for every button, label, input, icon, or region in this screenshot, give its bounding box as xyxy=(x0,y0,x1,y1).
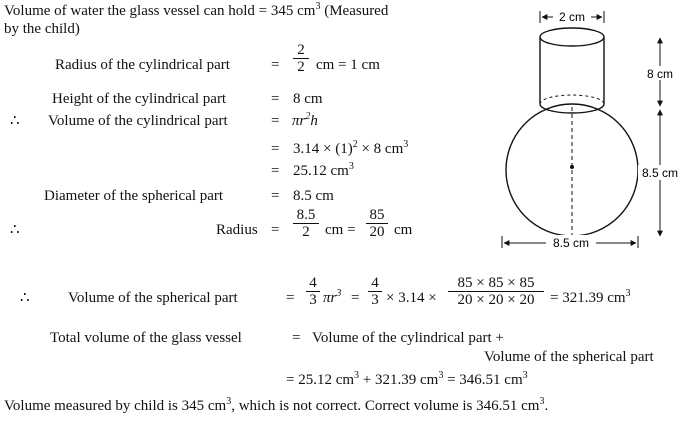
fraction-big xyxy=(448,275,544,308)
conclusion-a: Volume measured by child is 345 cm xyxy=(4,398,227,414)
sph-radius-unit: cm xyxy=(394,222,413,238)
numerator: 85 xyxy=(366,207,388,224)
therefore-symbol: ∴ xyxy=(20,290,30,306)
superscript: 3 xyxy=(522,370,528,381)
cyl-volume-step2 xyxy=(293,162,354,180)
sph-diameter-label: Diameter of the spherical part xyxy=(44,188,224,204)
step1-text-b: × 8 cm xyxy=(357,141,404,157)
superscript: 3 xyxy=(226,396,232,407)
cyl-radius-result: cm = 1 cm xyxy=(316,57,380,73)
total-part2: Volume of the spherical part xyxy=(484,349,654,365)
superscript: 3 xyxy=(336,288,342,299)
equals-sign: = xyxy=(271,222,280,238)
formula-h: h xyxy=(310,113,318,129)
sph-volume-times: × 3.14 × xyxy=(386,290,437,306)
problem-statement-line2: by the child) xyxy=(4,21,80,37)
numerator: 85 × 85 × 85 xyxy=(448,275,544,292)
sum-b: + 321.39 cm xyxy=(359,372,439,388)
cylinder-top xyxy=(540,28,604,46)
cylinder-bottom-back xyxy=(540,95,604,104)
fraction-4-over-3 xyxy=(306,275,320,308)
sph-volume-label: Volume of the spherical part xyxy=(68,290,238,306)
sum-a: = 25.12 cm xyxy=(286,372,355,388)
formula-pi-r: πr xyxy=(292,113,306,129)
superscript: 3 xyxy=(625,288,631,299)
superscript: 3 xyxy=(438,370,444,381)
formula-pi-r: πr xyxy=(323,290,337,306)
top-width-label: 2 cm xyxy=(558,10,586,24)
step2-text: 25.12 cm xyxy=(293,163,349,179)
denominator: 20 × 20 × 20 xyxy=(457,292,535,308)
sum-c: = 346.51 cm xyxy=(443,372,523,388)
superscript: 3 xyxy=(354,370,360,381)
superscript: 3 xyxy=(539,396,545,407)
sph-height-dim-label: 8.5 cm xyxy=(641,166,679,180)
sph-diameter-value: 8.5 cm xyxy=(293,188,334,204)
superscript: 2 xyxy=(305,111,311,122)
therefore-symbol: ∴ xyxy=(10,113,20,129)
numerator: 4 xyxy=(306,275,320,292)
conclusion xyxy=(4,397,548,415)
equals-sign: = xyxy=(271,141,280,157)
denominator: 3 xyxy=(371,292,379,308)
superscript: 3 xyxy=(348,161,354,172)
equals-sign: = xyxy=(271,91,280,107)
conclusion-b: , which is not correct. Correct volume is 346.51 cm xyxy=(231,398,540,414)
equals-sign: = xyxy=(351,290,360,306)
equals-sign: = xyxy=(271,113,280,129)
problem-statement-tail: (Measured xyxy=(324,3,389,19)
sphere-center-dot xyxy=(570,165,574,169)
superscript: 2 xyxy=(352,139,358,150)
total-label: Total volume of the glass vessel xyxy=(50,330,242,346)
cyl-height-value: 8 cm xyxy=(293,91,323,107)
problem-statement-text: Volume of water the glass vessel can hold = 345 cm xyxy=(4,3,316,19)
conclusion-c: . xyxy=(544,398,549,414)
sph-volume-result xyxy=(550,289,631,307)
fraction-8.5-over-2 xyxy=(293,207,319,240)
fraction-85-over-20 xyxy=(366,207,388,240)
result-text: = 321.39 cm xyxy=(550,290,626,306)
denominator: 2 xyxy=(297,59,305,75)
equals-sign: = xyxy=(286,290,295,306)
step1-text: 3.14 × (1) xyxy=(293,141,353,157)
numerator: 4 xyxy=(368,275,382,292)
fraction-2-over-2 xyxy=(293,42,309,75)
cyl-radius-label: Radius of the cylindrical part xyxy=(55,57,230,73)
total-sum xyxy=(286,371,528,389)
cyl-volume-formula xyxy=(292,112,318,130)
superscript: 3 xyxy=(403,139,409,150)
cyl-height-label: Height of the cylindrical part xyxy=(52,91,227,107)
total-part1: Volume of the cylindrical part + xyxy=(312,330,504,346)
sph-volume-formula xyxy=(323,289,341,307)
numerator: 8.5 xyxy=(293,207,319,224)
sph-radius-label: Radius xyxy=(216,222,258,238)
denominator: 2 xyxy=(302,224,310,240)
therefore-symbol: ∴ xyxy=(10,222,20,238)
cyl-volume-label: Volume of the cylindrical part xyxy=(48,113,228,129)
fraction-4-over-3 xyxy=(368,275,382,308)
equals-sign: = xyxy=(292,330,301,346)
sph-radius-mid: cm = xyxy=(325,222,356,238)
problem-statement xyxy=(4,2,388,20)
equals-sign: = xyxy=(271,57,280,73)
equals-sign: = xyxy=(271,163,280,179)
cyl-volume-step1 xyxy=(293,140,408,158)
superscript: 3 xyxy=(315,1,321,12)
equals-sign: = xyxy=(271,188,280,204)
sph-width-dim-label: 8.5 cm xyxy=(552,236,590,250)
cyl-height-dim-label: 8 cm xyxy=(646,67,674,81)
vessel-diagram xyxy=(490,0,699,255)
numerator: 2 xyxy=(293,42,309,59)
denominator: 20 xyxy=(369,224,385,240)
denominator: 3 xyxy=(309,292,317,308)
